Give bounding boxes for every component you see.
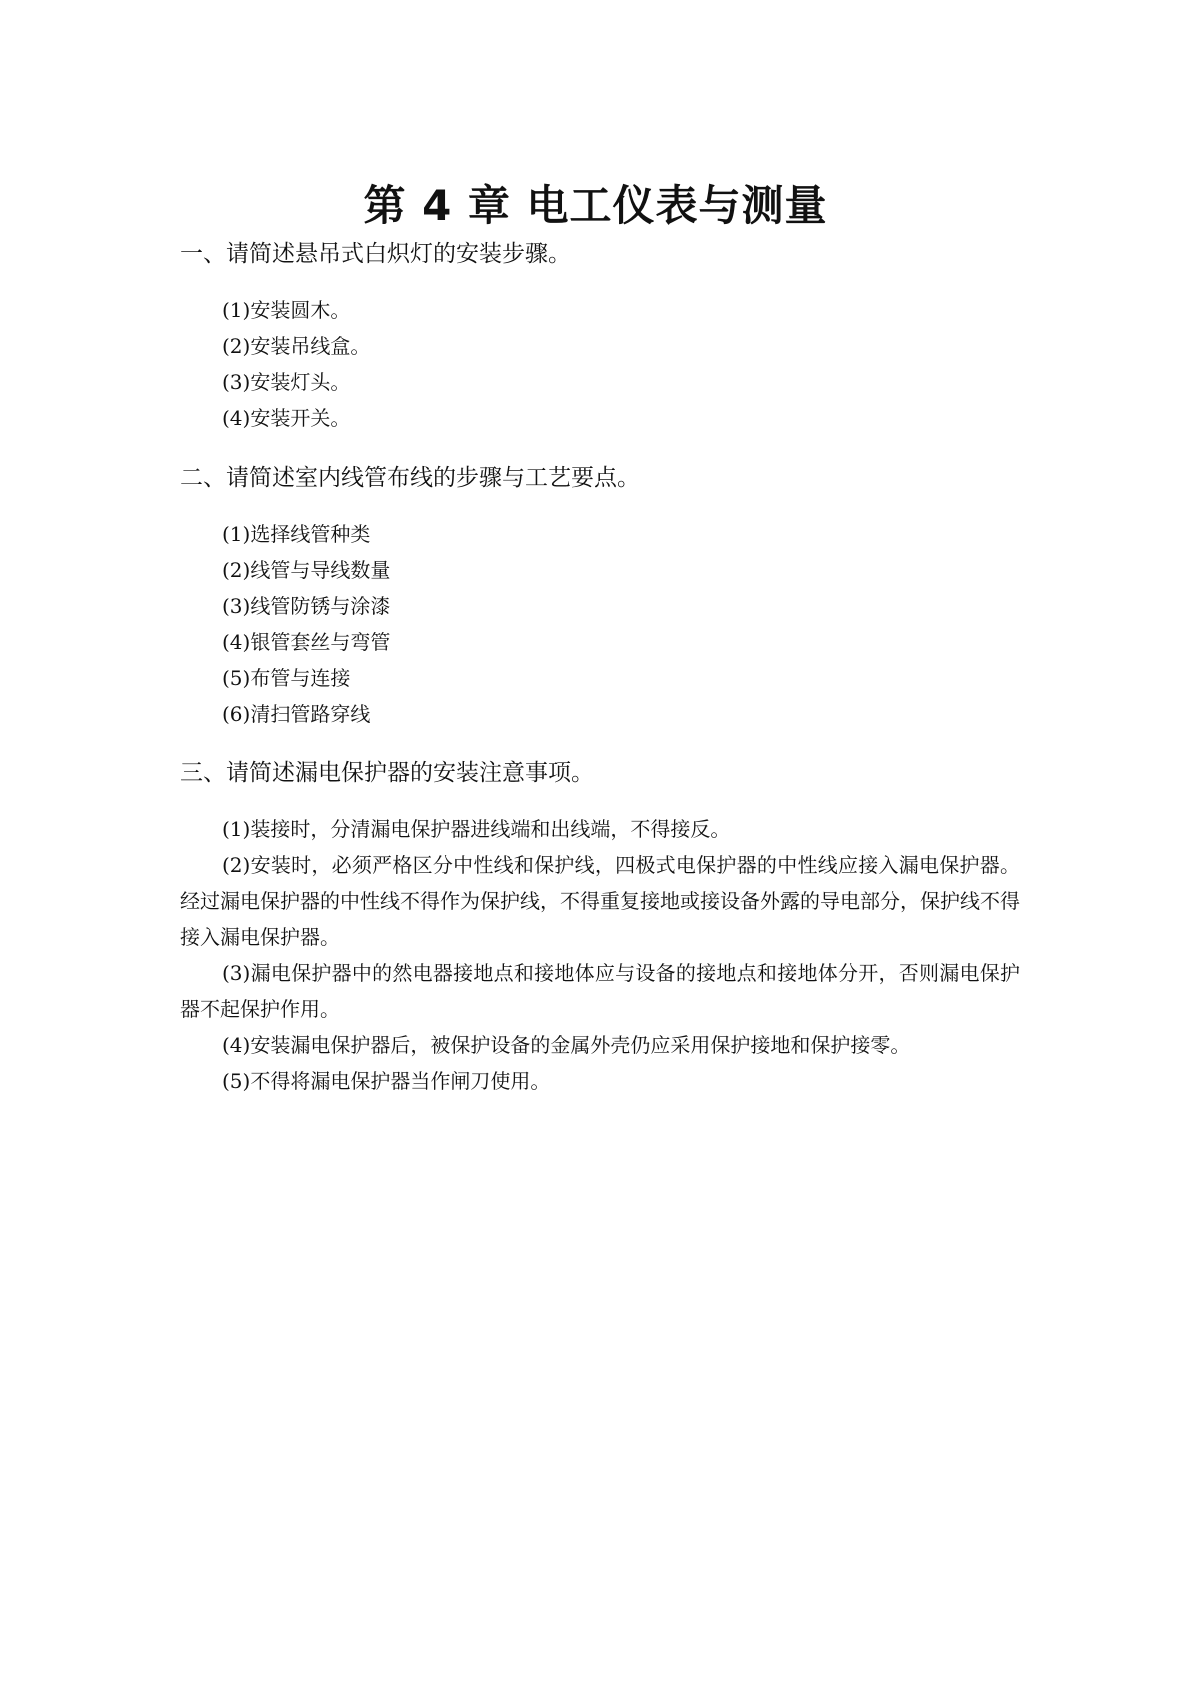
- list-item: (3)安装灯头。: [222, 370, 351, 394]
- list-item: (1)安装圆木。: [222, 298, 351, 322]
- list-item: (2)安装时，必须严格区分中性线和保护线，四极式电保护器的中性线应接入漏电保护器。经过漏电保护器的中性线不得作为保护线，不得重复接地或接设备外露的导电部分，保护线不得接入漏电保护器。: [180, 853, 1020, 949]
- list-item: (2)线管与导线数量: [222, 558, 391, 582]
- notes-list: [180, 811, 1020, 1099]
- section-heading: 三、请简述漏电保护器的安装注意事项。: [180, 760, 594, 786]
- list-item: (4)安装漏电保护器后，被保护设备的金属外壳仍应采用保护接地和保护接零。: [222, 1033, 911, 1057]
- list-item: (6)清扫管路穿线: [222, 702, 371, 726]
- chapter-title: 第 4 章 电工仪表与测量: [363, 181, 828, 231]
- steps-list: [180, 516, 1020, 732]
- list-item: (3)漏电保护器中的然电器接地点和接地体应与设备的接地点和接地体分开，否则漏电保护器不起保护作用。: [180, 961, 1020, 1021]
- section-lamp-installation: [180, 238, 1020, 436]
- list-item: (4)银管套丝与弯管: [222, 630, 391, 654]
- list-item: (4)安装开关。: [222, 406, 351, 430]
- list-item: (5)不得将漏电保护器当作闸刀使用。: [222, 1069, 551, 1093]
- section-leakage-protector: [180, 757, 1020, 1099]
- list-item: (2)安装吊线盒。: [222, 334, 371, 358]
- list-item: (1)选择线管种类: [222, 522, 371, 546]
- section-heading: 一、请简述悬吊式白炽灯的安装步骤。: [180, 241, 571, 267]
- section-heading: 二、请简述室内线管布线的步骤与工艺要点。: [180, 465, 640, 491]
- section-conduit-wiring: [180, 462, 1020, 732]
- list-item: (1)装接时，分清漏电保护器进线端和出线端，不得接反。: [222, 817, 731, 841]
- list-item: (5)布管与连接: [222, 666, 351, 690]
- steps-list: [180, 292, 1020, 436]
- list-item: (3)线管防锈与涂漆: [222, 594, 391, 618]
